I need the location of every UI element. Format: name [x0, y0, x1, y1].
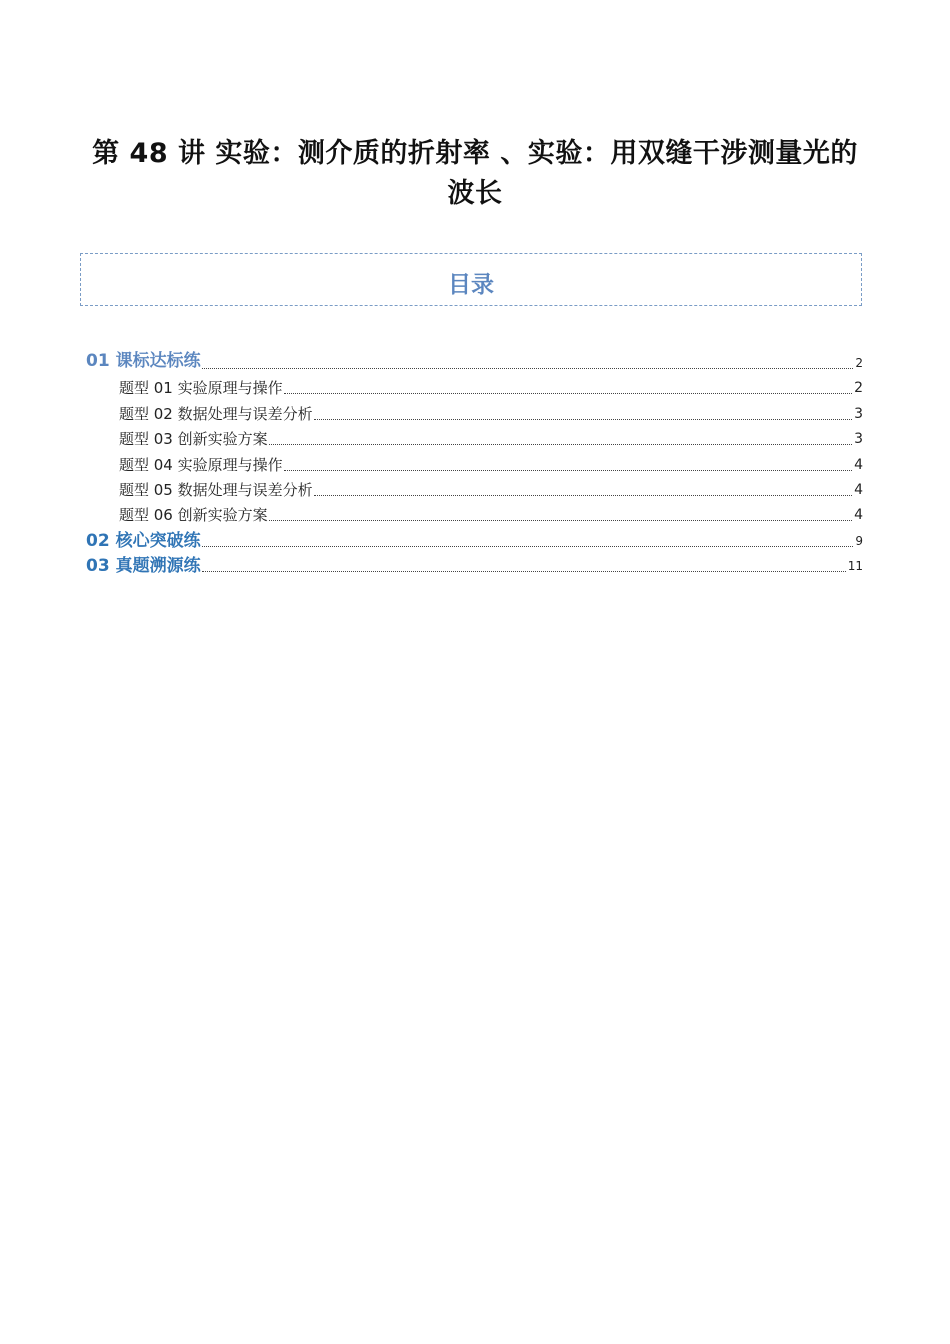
toc-entry-page: 9: [855, 533, 863, 548]
toc-entry-type-04[interactable]: [86, 450, 863, 475]
dot-leader: [202, 570, 846, 572]
page-title: 第 48 讲 实验：测介质的折射率 、实验：用双缝干涉测量光的波长: [92, 138, 858, 209]
dot-leader: [202, 367, 853, 369]
toc-entry-type-05[interactable]: [86, 476, 863, 501]
toc-entry-label: 01 课标达标练: [86, 351, 201, 371]
toc-entry-course-standard[interactable]: [86, 326, 863, 374]
toc-entry-page: 2: [854, 380, 863, 397]
toc-entry-page: 3: [854, 405, 863, 422]
toc-list: [86, 326, 863, 577]
toc-entry-label: 题型 03 创新实验方案: [119, 430, 268, 449]
dot-leader: [284, 392, 852, 394]
toc-entry-page: 4: [854, 507, 863, 524]
toc-entry-label: 题型 02 数据处理与误差分析: [119, 404, 313, 423]
toc-entry-core-breakthrough[interactable]: [86, 526, 863, 551]
toc-entry-type-03[interactable]: [86, 425, 863, 450]
toc-entry-page: 2: [855, 356, 863, 370]
dot-leader: [202, 545, 854, 547]
toc-entry-page: 4: [854, 481, 863, 498]
toc-entry-label: 02 核心突破练: [86, 530, 201, 551]
dot-leader: [269, 519, 852, 521]
toc-entry-page: 4: [854, 456, 863, 473]
toc-entry-type-01[interactable]: [86, 374, 863, 399]
toc-entry-label: 题型 05 数据处理与误差分析: [119, 480, 313, 499]
dot-leader: [314, 418, 852, 420]
toc-entry-label: 03 真题溯源练: [86, 556, 201, 577]
dot-leader: [284, 469, 852, 471]
toc-entry-type-06[interactable]: [86, 501, 863, 526]
toc-entry-type-02[interactable]: [86, 399, 863, 424]
toc-entry-label: 题型 04 实验原理与操作: [119, 455, 283, 474]
toc-heading: 目录: [448, 272, 494, 298]
dot-leader: [314, 494, 852, 496]
toc-entry-past-exams[interactable]: [86, 552, 863, 577]
toc-entry-label: 题型 01 实验原理与操作: [119, 379, 283, 398]
toc-entry-page: 3: [854, 431, 863, 448]
toc-entry-page: 11: [847, 559, 863, 574]
toc-entry-label: 题型 06 创新实验方案: [119, 506, 268, 525]
dot-leader: [269, 443, 852, 445]
toc-heading-box: [80, 253, 862, 306]
